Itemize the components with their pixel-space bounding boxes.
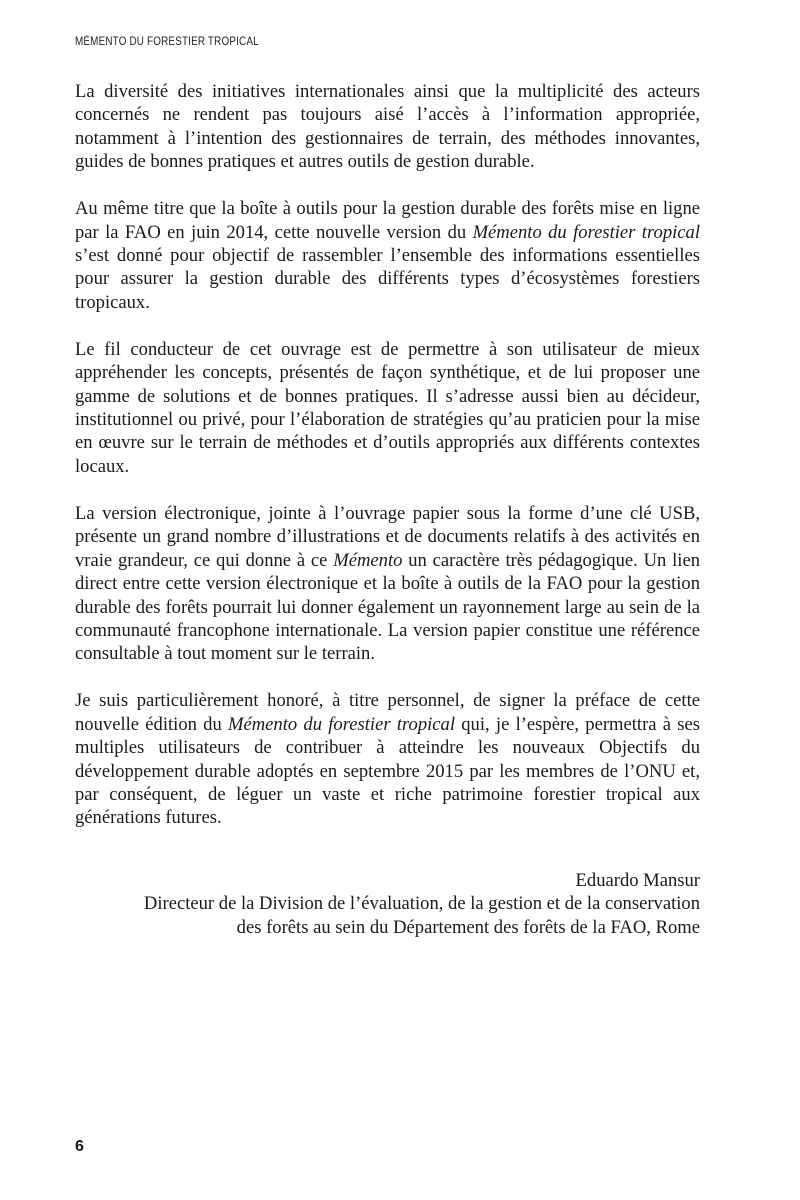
paragraph	[75, 502, 700, 666]
paragraph-text: Au même titre que la boîte à outils pour la gestion durable des forêts mise en ligne par la FAO en juin 2014, cette nouvelle version du	[75, 198, 700, 243]
paragraph	[75, 338, 700, 478]
paragraph-text: qui, je l’espère, permettra à ses multiples utilisateurs de contribuer à atteindre les nouveaux Objectifs du développement durable adoptés en septembre 2015 par les membres de l’ONU et, par conséquent, de léguer un vaste et riche patrimoine forestier tropical aux générations futures.	[75, 713, 700, 829]
preface-body	[75, 80, 700, 853]
signatory-title: Directeur de la Division de l’évaluation, de la gestion et de la conservation	[143, 893, 700, 915]
paragraph-text: s’est donné pour objectif de rassembler l’ensemble des informations essentielles pour assurer la gestion durable des différents types d’écosystèmes forestiers tropicaux.	[75, 245, 700, 313]
signature-block	[75, 869, 700, 939]
paragraph	[75, 197, 700, 314]
book-title: Mémento du forestier tropical	[472, 221, 700, 243]
book-title: Mémento du forestier tropical	[228, 713, 456, 735]
paragraph-text: Je suis particulièrement honoré, à titre personnel, de signer la préface de cette nouvelle édition du	[75, 690, 700, 735]
paragraph-text: La diversité des initiatives internationales ainsi que la multiplicité des acteurs concernés ne rendent pas toujours aisé l’accès à l’information appropriée, notamment à l’intention des gestionnaires de terrain, des méthodes innovantes, guides de bonnes pratiques et autres outils de gestion durable.	[75, 81, 700, 173]
page-number: 6	[75, 1138, 84, 1155]
running-header: MÉMENTO DU FORESTIER TROPICAL	[75, 36, 259, 48]
signatory-title: des forêts au sein du Département des forêts de la FAO, Rome	[236, 916, 700, 938]
paragraph	[75, 80, 700, 174]
paragraph-text: Le fil conducteur de cet ouvrage est de permettre à son utilisateur de mieux appréhender les concepts, présentés de façon synthétique, et de lui proposer une gamme de solutions et de bonnes pratiques. Il s’adresse aussi bien au décideur, institutionnel ou privé, pour l’élaboration de stratégies qu’au praticien pour la mise en œuvre sur le terrain de méthodes et d’outils appropriés aux différents contextes locaux.	[75, 338, 700, 477]
paragraph-text: un caractère très pédagogique. Un lien direct entre cette version électronique et la boîte à outils de la FAO pour la gestion durable des forêts pourrait lui donner également un rayonnement large au sein de la communauté francophone internationale. La version papier constitue une référence consultable à tout moment sur le terrain.	[75, 549, 700, 665]
signatory-name: Eduardo Mansur	[575, 870, 700, 891]
paragraph	[75, 689, 700, 829]
book-title: Mémento	[333, 549, 403, 571]
paragraph-text: La version électronique, jointe à l’ouvrage papier sous la forme d’une clé USB, présente un grand nombre d’illustrations et de documents relatifs à des activités en vraie grandeur, ce qui donne à ce	[75, 502, 700, 571]
